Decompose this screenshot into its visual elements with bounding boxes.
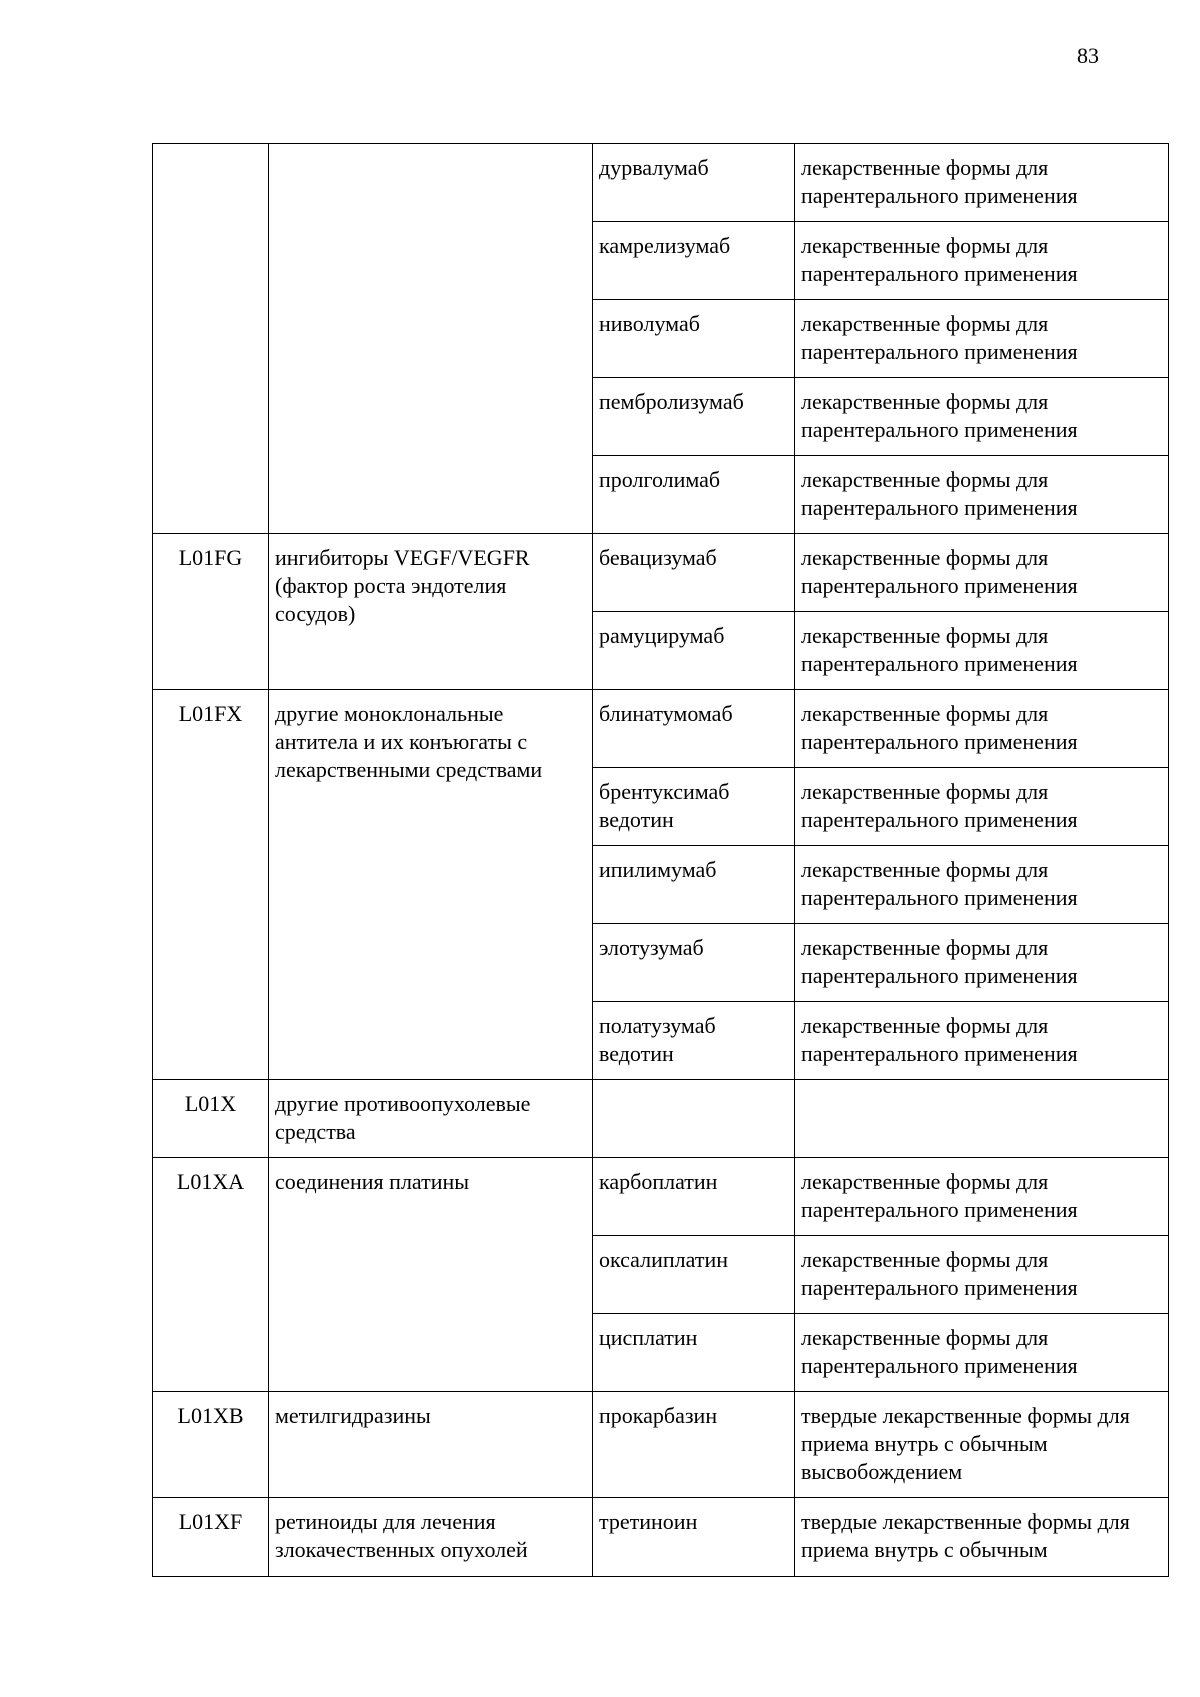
dosage-form-cell: лекарственные формы для парентерального применения: [795, 144, 1169, 222]
dosage-form-cell: лекарственные формы для парентерального применения: [795, 768, 1169, 846]
atc-code-cell: L01FX: [153, 690, 269, 1080]
dosage-form-cell: лекарственные формы для парентерального применения: [795, 612, 1169, 690]
page-number: 83: [1077, 43, 1099, 68]
dosage-form-cell: лекарственные формы для парентерального применения: [795, 846, 1169, 924]
drug-name-cell: цисплатин: [593, 1314, 795, 1392]
drug-name-cell: камрелизумаб: [593, 222, 795, 300]
drug-name-cell: брентуксимаб ведотин: [593, 768, 795, 846]
dosage-form-cell: твердые лекарственные формы для приема внутрь с обычным высвобождением: [795, 1392, 1169, 1498]
atc-code-cell: L01XF: [153, 1498, 269, 1577]
drug-name-cell: ниволумаб: [593, 300, 795, 378]
dosage-form-cell: твердые лекарственные формы для приема внутрь с обычным: [795, 1498, 1169, 1577]
table-row: [153, 1498, 1169, 1577]
drug-name-cell: бевацизумаб: [593, 534, 795, 612]
atc-code-cell: L01X: [153, 1080, 269, 1158]
dosage-form-cell: лекарственные формы для парентерального применения: [795, 300, 1169, 378]
dosage-form-cell: лекарственные формы для парентерального применения: [795, 378, 1169, 456]
table-row: [153, 1080, 1169, 1158]
drug-name-cell: дурвалумаб: [593, 144, 795, 222]
drug-name-cell: третиноин: [593, 1498, 795, 1577]
drug-name-cell: пролголимаб: [593, 456, 795, 534]
table-row: [153, 534, 1169, 612]
table-row: [153, 690, 1169, 768]
group-name-cell: ретиноиды для лечения злокачественных опухолей: [269, 1498, 593, 1577]
group-name-cell: [269, 144, 593, 534]
atc-code-cell: L01XB: [153, 1392, 269, 1498]
drug-name-cell: рамуцирумаб: [593, 612, 795, 690]
group-name-cell: другие противоопухолевые средства: [269, 1080, 593, 1158]
drug-name-cell: блинатумомаб: [593, 690, 795, 768]
group-name-cell: ингибиторы VEGF/VEGFR (фактор роста эндотелия сосудов): [269, 534, 593, 690]
table-row: [153, 144, 1169, 222]
atc-code-cell: L01FG: [153, 534, 269, 690]
group-name-cell: другие моноклональные антитела и их конъюгаты с лекарственными средствами: [269, 690, 593, 1080]
dosage-form-cell: [795, 1080, 1169, 1158]
table-row: [153, 1392, 1169, 1498]
drug-name-cell: карбоплатин: [593, 1158, 795, 1236]
drug-name-cell: пембролизумаб: [593, 378, 795, 456]
group-name-cell: метилгидразины: [269, 1392, 593, 1498]
dosage-form-cell: лекарственные формы для парентерального применения: [795, 924, 1169, 1002]
dosage-form-cell: лекарственные формы для парентерального применения: [795, 1158, 1169, 1236]
dosage-form-cell: лекарственные формы для парентерального применения: [795, 690, 1169, 768]
dosage-form-cell: лекарственные формы для парентерального применения: [795, 1002, 1169, 1080]
atc-code-cell: [153, 144, 269, 534]
drug-name-cell: [593, 1080, 795, 1158]
drug-name-cell: прокарбазин: [593, 1392, 795, 1498]
atc-code-cell: L01XA: [153, 1158, 269, 1392]
dosage-form-cell: лекарственные формы для парентерального применения: [795, 534, 1169, 612]
drug-table: [152, 143, 1169, 1577]
dosage-form-cell: лекарственные формы для парентерального применения: [795, 222, 1169, 300]
group-name-cell: соединения платины: [269, 1158, 593, 1392]
drug-name-cell: оксалиплатин: [593, 1236, 795, 1314]
dosage-form-cell: лекарственные формы для парентерального применения: [795, 456, 1169, 534]
drug-name-cell: полатузумаб ведотин: [593, 1002, 795, 1080]
drug-name-cell: элотузумаб: [593, 924, 795, 1002]
table-row: [153, 1158, 1169, 1236]
dosage-form-cell: лекарственные формы для парентерального применения: [795, 1236, 1169, 1314]
drug-name-cell: ипилимумаб: [593, 846, 795, 924]
dosage-form-cell: лекарственные формы для парентерального применения: [795, 1314, 1169, 1392]
